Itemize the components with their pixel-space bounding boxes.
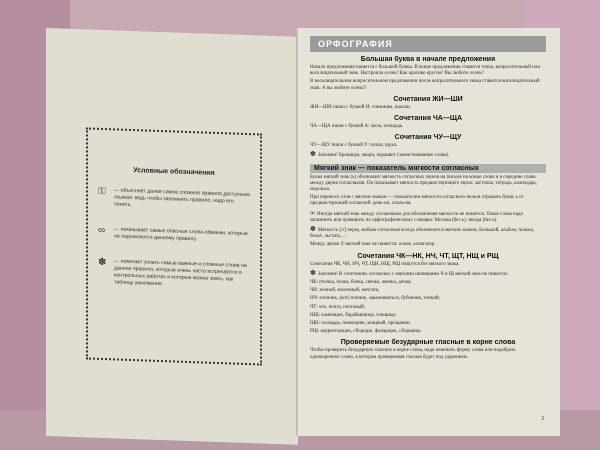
section-text-line: Запомни! В сочетаниях согласных с мягкими шипящими Ч и Щ мягкий знак не пишется: [317, 271, 508, 277]
list-item: НЧ: птенчик, (кот) пончик, заканчиваться, бубенчик, тонкий; [310, 296, 440, 302]
section-text [310, 151, 546, 159]
flower-icon: ✽ [310, 225, 316, 234]
section-text: При переносе слов с мягким знаком — показателем мягкости согласного нельзя отрывать букву ь от предшествующей согласной: день-ки, спаль-ня. [310, 195, 524, 207]
section-heading: Сочетания ЧА—ЩА [393, 115, 463, 123]
section-soft-sign [310, 164, 546, 249]
section-chk-chn [310, 253, 546, 336]
section-text-line: Мягкость [л'] перед любым согласным всегда обозначается мягким знаком, Большой, альбом, полька, бельё, льстить, ... [310, 228, 535, 240]
legend-item-flower [98, 258, 250, 291]
section-text: ЖИ—ШИ пиши с буквой И: снежинка, шалаш. [310, 104, 411, 110]
legend-box [86, 127, 262, 365]
legend-text: — объясняет далее самое сложное правило доступным языком: ведь чтобы запомнить правило, надо его понять. [114, 187, 250, 208]
key-icon: ⚿ [98, 185, 106, 198]
legend-item-glasses [98, 226, 250, 245]
flower-icon: ✽ [310, 150, 316, 159]
section-text: Между двумя Л мягкий знак не пишется: аллея, аллигатор. [310, 242, 436, 248]
legend-text: — показывает самые опасные слова-обманки, которые не подчиняются данному правилу. [114, 226, 248, 243]
section-heading: Сочетания ЧУ—ЩУ [394, 134, 462, 142]
left-page [46, 28, 298, 445]
section-heading: Сочетания ЖИ—ШИ [393, 95, 463, 103]
list-item: ЧН: ночной, молочный, мечтать; [310, 288, 380, 294]
section-heading: Мягкий знак — показатель мягкости согласных [310, 164, 546, 173]
list-item: НЩ: каменщик, барабанщица, гонщица; [310, 312, 397, 318]
section-text: ЧА—ЩА пиши с буквой А: часы, площадь. [310, 124, 404, 130]
section-capital-letter [310, 56, 546, 92]
flower-icon: ✽ [310, 268, 316, 277]
list-item: РЩ: корректорщик, сборщик, фонарщик, сборщица. [310, 329, 422, 335]
section-heading: Проверяемые безударные гласные в корне слова [340, 339, 516, 347]
open-booklet [46, 28, 560, 436]
section-text [310, 226, 546, 240]
section-text [310, 270, 546, 278]
list-item: ЧТ: что, почта, почтовый; [310, 304, 366, 310]
section-text: ЧУ—ЩУ пиши с буквой У: чулки, щука. [310, 143, 398, 149]
section-heading: Сочетания ЧК—НК, НЧ, ЧТ, ЩТ, НЩ и РЩ [357, 252, 499, 260]
page-title: ОРФОГРАФИЯ [310, 36, 546, 52]
section-text: Буква мягкий знак (ь) обозначает мягкость согласных звуков на письме на конце слова и в середине слова между двумя согласными. Он показывает мягкость предшествующего звука: ласточка, тетрадь, календарь, неделька. [310, 174, 537, 193]
flower-icon: ✽ [98, 256, 107, 269]
section-text-line: Запомни! Брошюра, жюри, парашют (заимствованные слова). [317, 153, 450, 159]
glasses-icon: ∞ [310, 208, 315, 217]
section-chu-shchu [310, 134, 546, 159]
list-item: ЩН: площадь, помощник, мощный, прощание; [310, 321, 411, 327]
right-page [298, 28, 560, 436]
section-text: Начало предложения пишется с большой буквы. В конце предложения ставится точка, вопросительный или восклицательный знак. Настроила осень! Как красиво кругом! Вы любите осень? [310, 65, 540, 77]
page-number: 3 [541, 416, 544, 422]
section-cha-shcha [310, 115, 546, 130]
section-unstressed-vowels [310, 339, 546, 360]
legend-text: — помогает узнать самые важные и сложные слова на данное правило, которые очень часто встречаются в контрольных работах и которые можно звать, как таблицу умножения. [114, 258, 247, 288]
section-zhi-shi [310, 96, 546, 111]
list-item: ЧК: птичка, почка, бочка, свечка, овечка, дочка; [310, 280, 412, 286]
section-text: Чтобы проверить безударную гласную в корне слова, надо изменить форму слова или подобрать однокоренное слово, в котором проверяемая гласная будет под ударением. [310, 348, 516, 360]
section-heading: Большая буква в начале предложения [360, 56, 496, 63]
glasses-icon: ∞ [98, 224, 106, 237]
section-text: В восклицательном вопросительном предложении после вопросительного знака ставится восклицательный знак: А вы любите осень?! [310, 79, 540, 91]
section-text-line: Иногда мягкий знак между согласными для обозначения мягкости не пишется. Такие слова надо запомнить или проверить по орфографическому словарю: Москва (без ь), звезда (без ь). [310, 211, 523, 223]
section-text [310, 210, 546, 224]
legend-item-key [98, 187, 250, 213]
legend-title: Условные обозначения [133, 167, 215, 177]
section-text: Сочетания ЧК, ЧН, НЧ, ЧТ, ЩН, НЩ, РЩ пишутся без мягкого знака. [310, 261, 460, 267]
